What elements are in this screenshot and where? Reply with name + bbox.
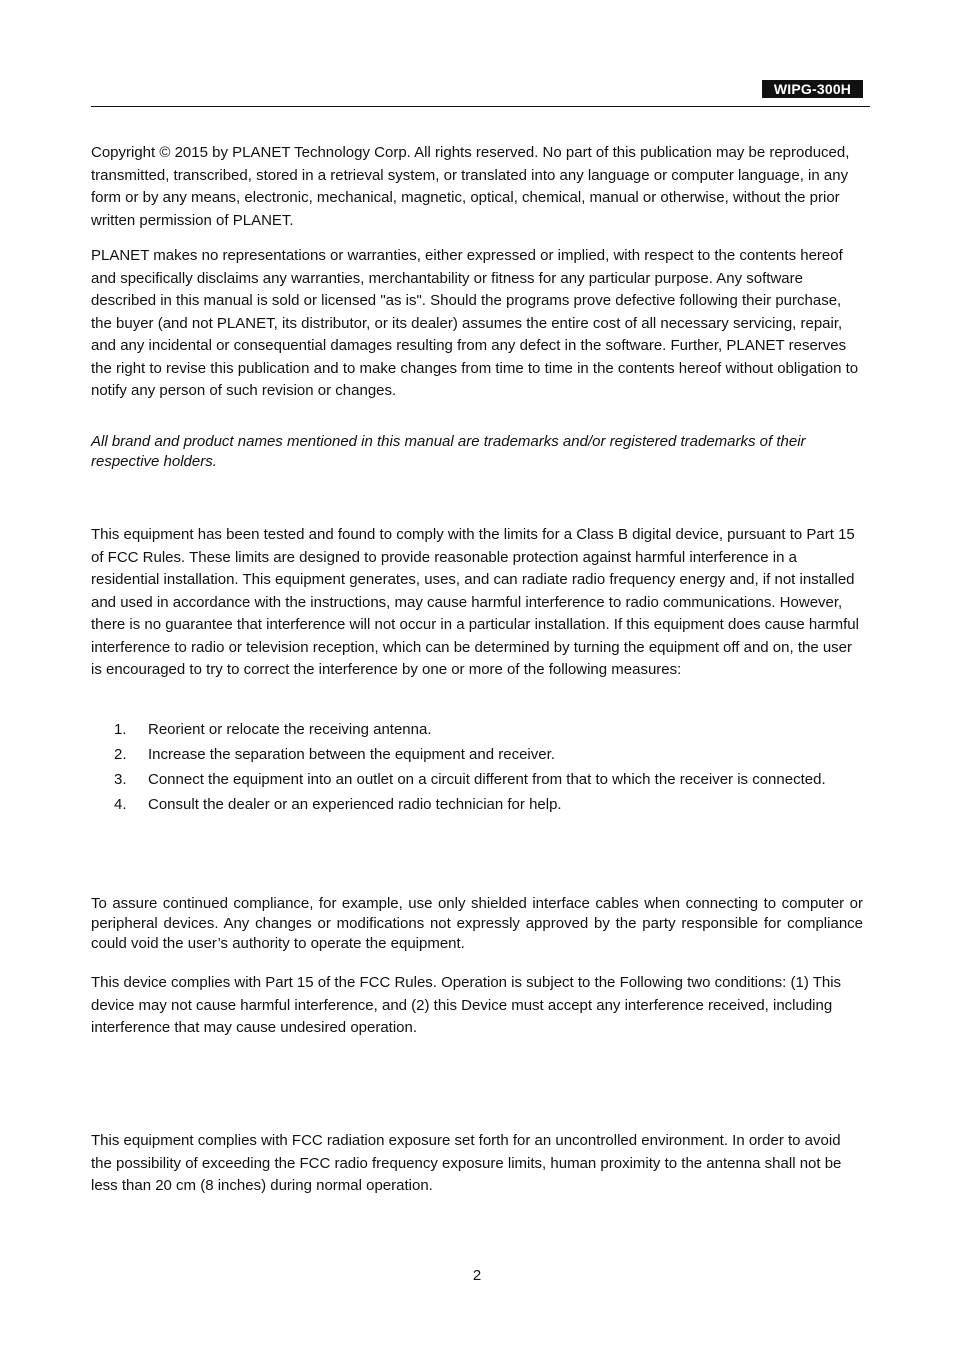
trademark-notice: All brand and product names mentioned in this manual are trademarks and/or registered trademarks of their respective holders. xyxy=(91,433,806,470)
list-item xyxy=(91,717,863,742)
list-item-text: Connect the equipment into an outlet on a circuit different from that to which the receiver is connected. xyxy=(148,771,826,788)
fcc-radiation-paragraph: This equipment complies with FCC radiation exposure set forth for an uncontrolled environment. In order to avoid the possibility of exceeding the FCC radio frequency exposure limits, human proximity to the antenna shall not be less than 20 cm (8 inches) during normal operation. xyxy=(91,1132,842,1194)
list-item-text: Reorient or relocate the receiving antenna. xyxy=(148,721,432,738)
list-item xyxy=(91,767,863,792)
model-badge: WIPG-300H xyxy=(762,80,863,98)
list-item-number: 4. xyxy=(114,796,127,813)
interference-measures-list xyxy=(91,717,863,817)
list-item-number: 1. xyxy=(114,721,127,738)
list-item-number: 3. xyxy=(114,771,127,788)
list-item-text: Increase the separation between the equipment and receiver. xyxy=(148,746,555,763)
list-item xyxy=(91,792,863,817)
fcc-part15-paragraph: This device complies with Part 15 of the FCC Rules. Operation is subject to the Following two conditions: (1) This device may not cause harmful interference, and (2) this Device must accept any interference received, including interference that may cause undesired operation. xyxy=(91,974,842,1036)
disclaimer-paragraph: PLANET makes no representations or warranties, either expressed or implied, with respect to the contents hereof and specifically disclaims any warranties, merchantability or fitness for any particular purpose. Any software described in this manual is sold or licensed "as is". Should the programs prove defective following their purchase, the buyer (and not PLANET, its distributor, or its dealer) assumes the entire cost of all necessary servicing, repair, and any incidental or consequential damages resulting from any defect in the software. Further, PLANET reserves the right to revise this publication and to make changes from time to time in the contents hereof without obligation to notify any person of such revision or changes. xyxy=(91,247,859,399)
fcc-class-b-paragraph: This equipment has been tested and found to comply with the limits for a Class B digital device, pursuant to Part 15 of FCC Rules. These limits are designed to provide reasonable protection against harmful interference in a residential installation. This equipment generates, uses, and can radiate radio frequency energy and, if not installed and used in accordance with the instructions, may cause harmful interference to radio communications. However, there is no guarantee that interference will not occur in a particular installation. If this equipment does cause harmful interference to radio or television reception, which can be determined by turning the equipment off and on, the user is encouraged to try to correct the interference by one or more of the following measures: xyxy=(91,526,859,678)
list-item xyxy=(91,742,863,767)
fcc-caution-paragraph: To assure continued compliance, for example, use only shielded interface cables when connecting to computer or peripheral devices. Any changes or modifications not expressly approved by the party responsible for compliance could void the user’s authority to operate the equipment. xyxy=(91,895,863,952)
page-number: 2 xyxy=(472,1267,482,1284)
list-item-text: Consult the dealer or an experienced radio technician for help. xyxy=(148,796,562,813)
header-divider xyxy=(91,106,870,107)
list-item-number: 2. xyxy=(114,746,127,763)
copyright-paragraph: Copyright © 2015 by PLANET Technology Corp. All rights reserved. No part of this publication may be reproduced, transmitted, transcribed, stored in a retrieval system, or translated into any language or computer language, in any form or by any means, electronic, mechanical, magnetic, optical, chemical, manual or otherwise, without the prior written permission of PLANET. xyxy=(91,144,850,229)
